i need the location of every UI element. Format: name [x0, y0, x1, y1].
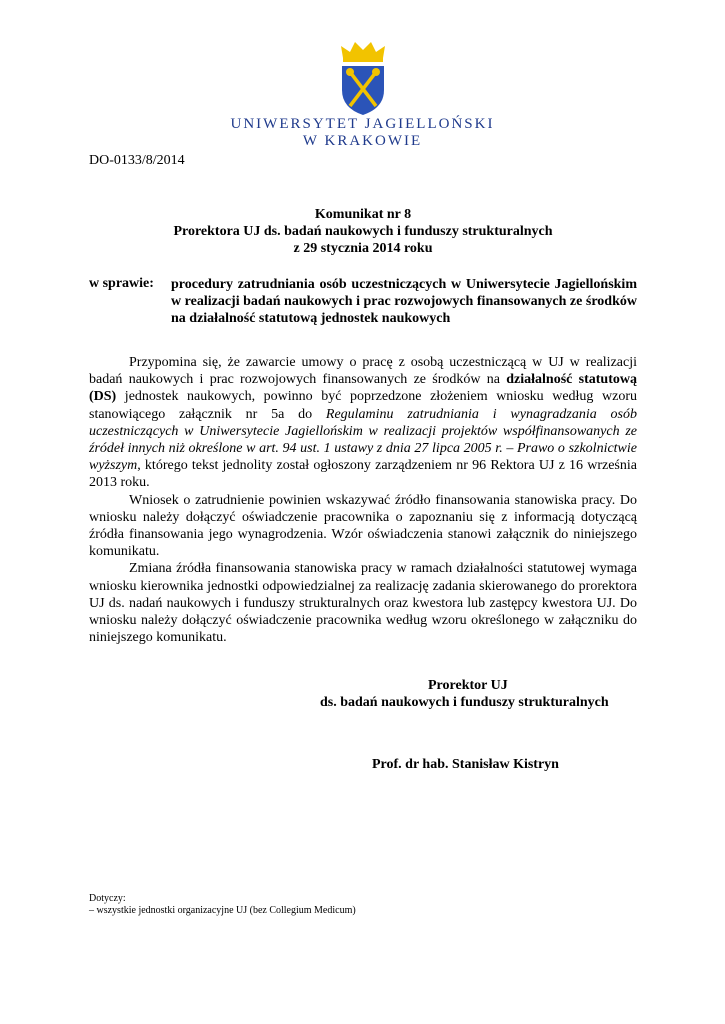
signature-name: Prof. dr hab. Stanisław Kistryn: [372, 757, 559, 772]
signature-role: Prorektor UJ: [428, 678, 508, 693]
paragraph-1: Przypomina się, że zawarcie umowy o pracę z osobą uczestniczącą w UJ w realizacji badań naukowych i prac rozwojowych finansowanych ze środków na działalność statutową (DS) jednostek naukowych, powinno być poprzedzone złożeniem wniosku według wzoru stanowiącego załącznik nr 5a do Regulaminu zatrudniania i wynagradzania osób uczestniczących w Uniwersytecie Jagiellońskim w realizacji projektów współfinansowanych ze źródeł innych niż określone w art. 94 ust. 1 ustawy z dnia 27 lipca 2005 r. – Prawo o szkolnictwie wyższym, którego tekst jednolity został ogłoszony zarządzeniem nr 96 Rektora UJ z 16 września 2013 roku.: [89, 355, 637, 491]
body-text: [89, 354, 637, 646]
footer-item: – wszystkie jednostki organizacyjne UJ (bez Collegium Medicum): [89, 905, 356, 916]
crest-icon: [337, 40, 389, 116]
document-date: z 29 stycznia 2014 roku: [293, 241, 433, 256]
paragraph-3: Zmiana źródła finansowania stanowiska pracy w ramach działalności statutowej wymaga wniosku kierownika jednostki odpowiedzialnej za realizację zadania skierowanego do prorektora UJ ds. nadań naukowych i funduszy strukturalnych oraz kwestora lub zastępcy kwestora UJ. Do wniosku należy dołączyć oświadczenie pracownika według wzoru określonego w załączniku do niniejszego komunikatu.: [89, 561, 637, 646]
reference-number: DO-0133/8/2014: [89, 153, 185, 168]
university-name: UNIWERSYTET JAGIELLOŃSKI: [230, 116, 495, 132]
subject-text: procedury zatrudniania osób uczestniczących w Uniwersytecie Jagiellońskim w realizacji badań naukowych i prac rozwojowych finansowanych ze środków na działalność statutową jednostek naukowych: [171, 277, 637, 326]
subject-label: w sprawie:: [89, 276, 154, 291]
document-issuer: Prorektora UJ ds. badań naukowych i funduszy strukturalnych: [173, 224, 553, 239]
university-city: W KRAKOWIE: [302, 133, 423, 149]
document-title: Komunikat nr 8: [314, 207, 412, 222]
paragraph-2: Wniosek o zatrudnienie powinien wskazywać źródło finansowania stanowiska pracy. Do wniosku należy dołączyć oświadczenie pracownika o zapoznaniu się z informacją dotyczącą źródła finansowania jego wynagrodzenia. Wzór oświadczenia stanowi załącznik do niniejszego komunikatu.: [89, 492, 637, 560]
footer-label: Dotyczy:: [89, 893, 126, 904]
signature-department: ds. badań naukowych i funduszy strukturalnych: [320, 695, 609, 710]
